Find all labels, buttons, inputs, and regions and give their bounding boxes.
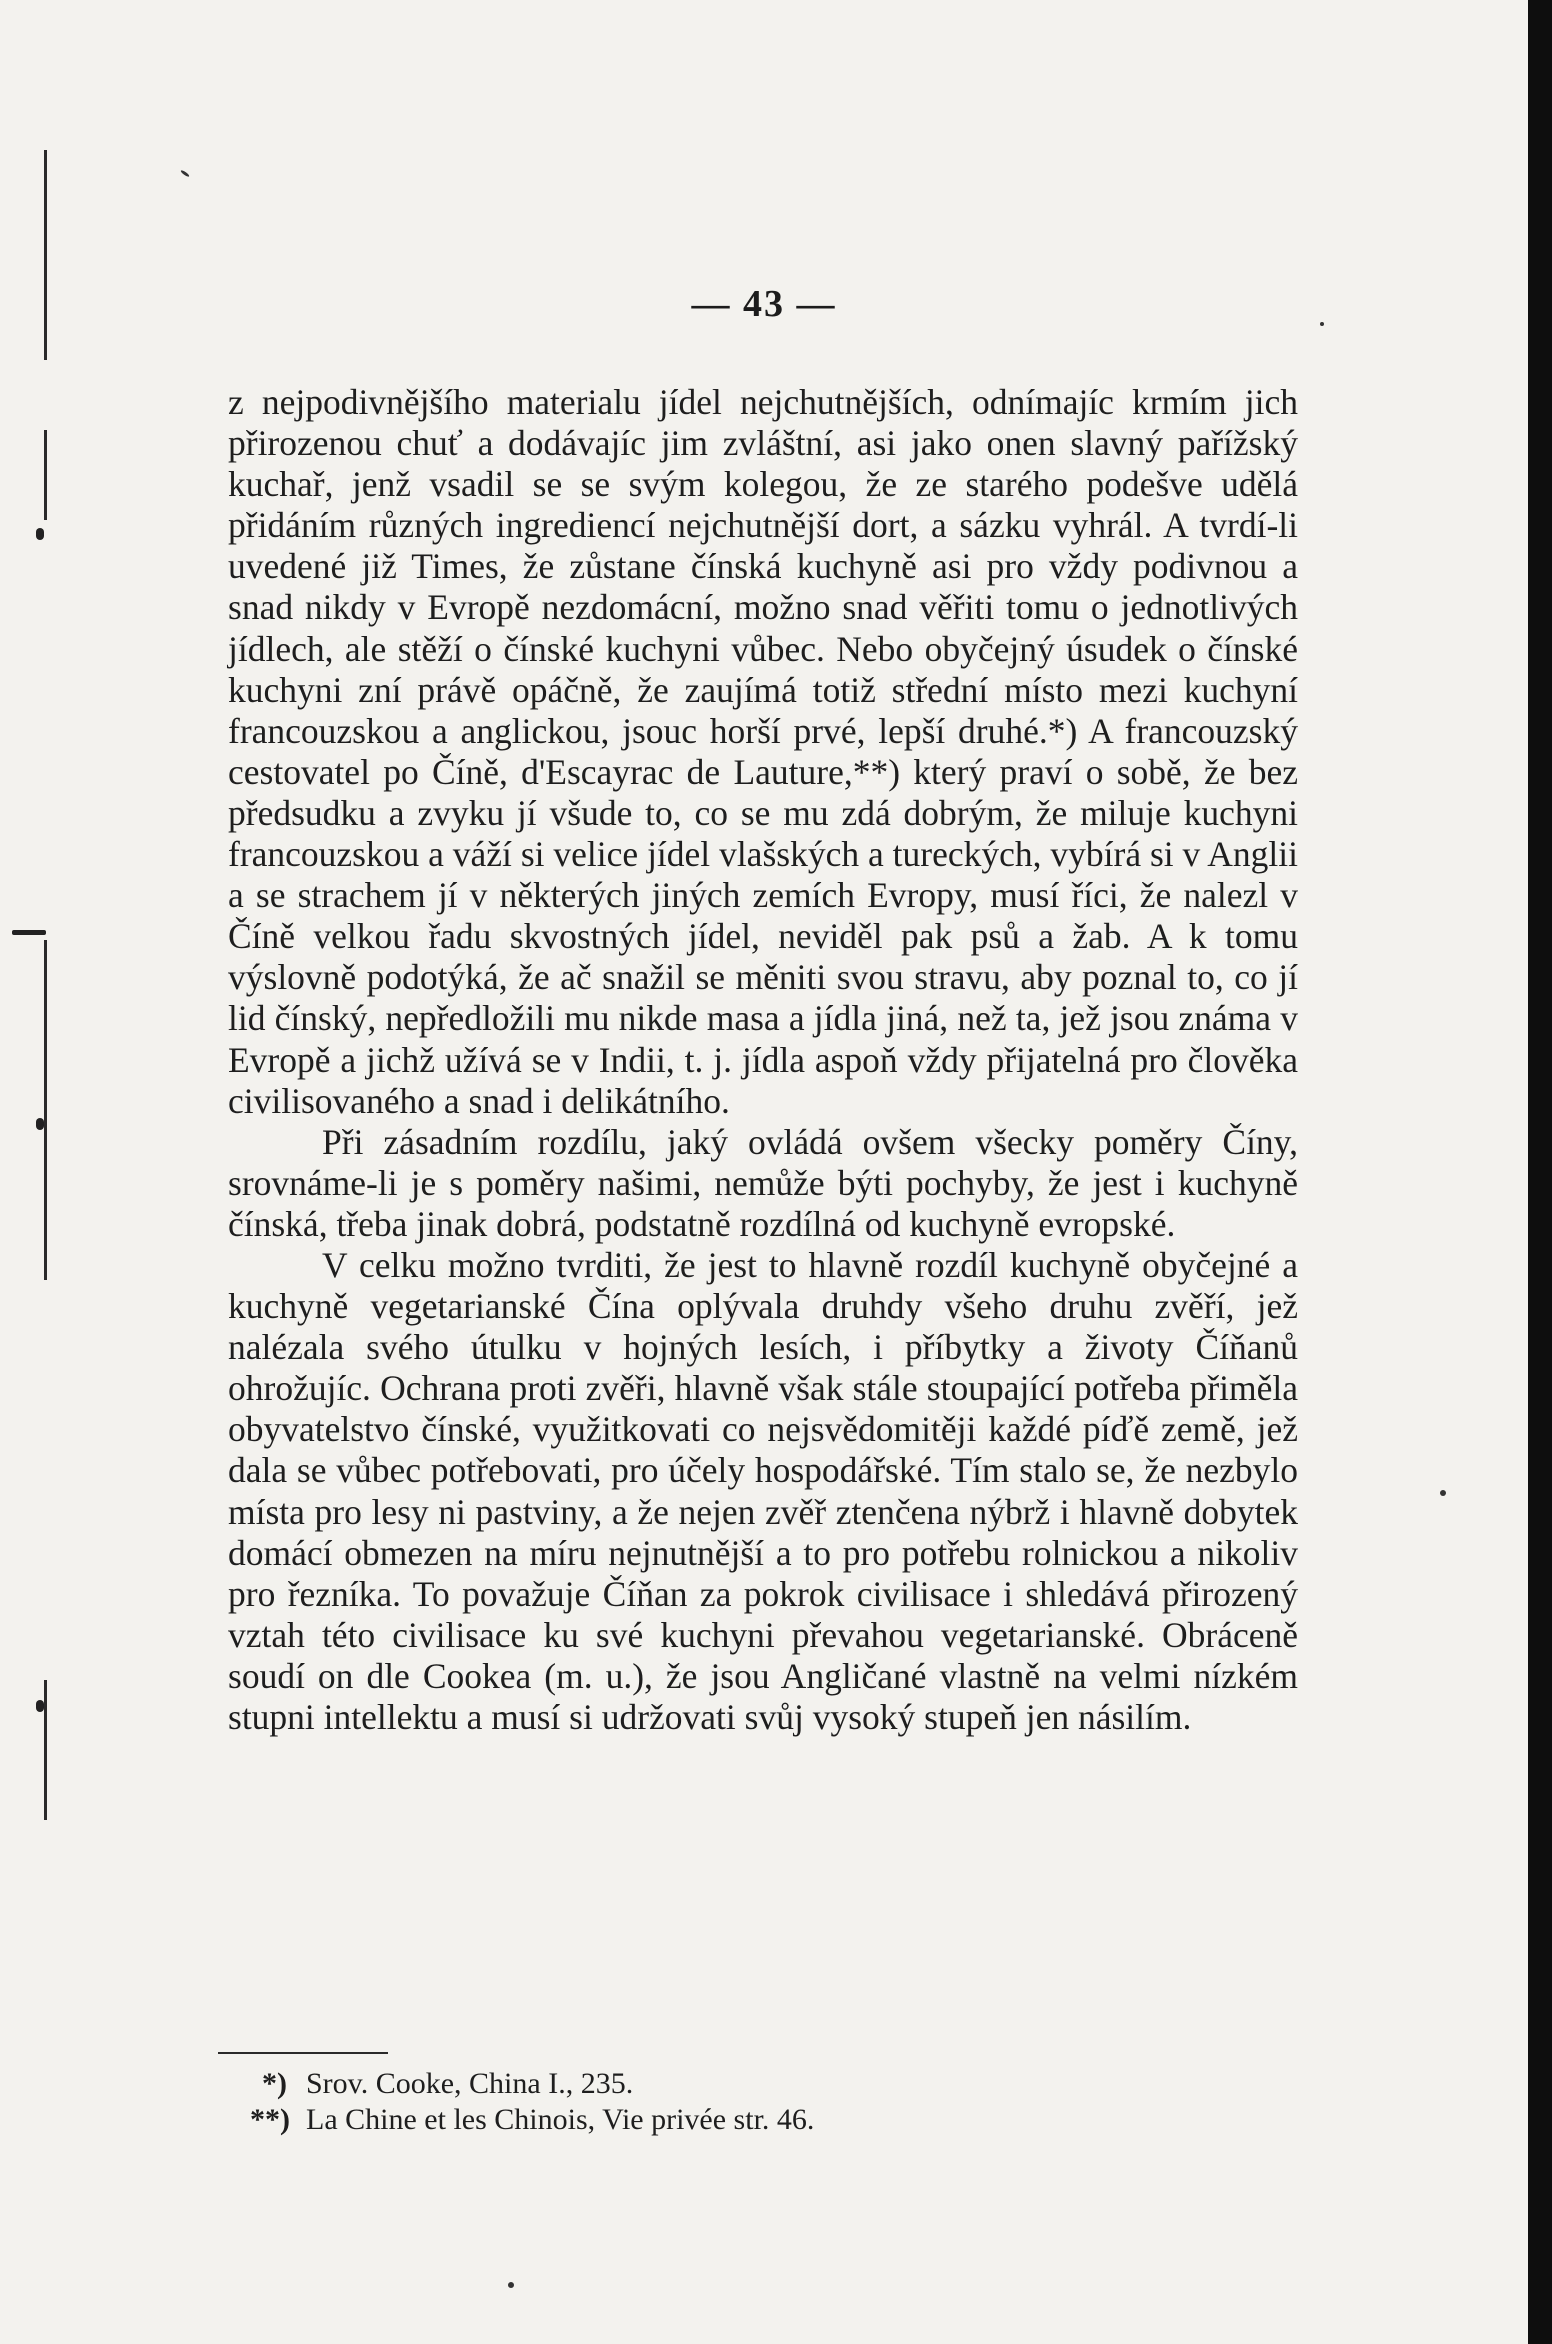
footnotes — [250, 2066, 1262, 2138]
footnote — [262, 2066, 1262, 2102]
scan-edge — [1528, 0, 1552, 2344]
footnote-mark: *) — [262, 2067, 287, 2100]
paragraph: Při zásadním rozdílu, jaký ovládá ovšem všecky poměry Číny, srovnáme-li je s poměry našimi, nemůže býti pochyby, že jest i kuchyně čínská, třeba jinak dobrá, podstatně rozdílná od kuchyně evropské. — [228, 1121, 1298, 1244]
paragraph: z nejpodivnějšího materialu jídel nejchutnějších, odnímajíc krmím jich přirozenou chuť a dodávajíc jim zvláštní, asi jako onen slavný pařížský kuchař, jenž vsadil se se svým kolegou, že ze starého podešve udělá přidáním různých ingrediencí nejchutnější dort, a sázku vyhrál. A tvrdí-li uvedené již Times, že zůstane čínská kuchyně asi pro vždy podivnou a snad nikdy v Evropě nezdomácní, možno snad věřiti tomu o jednotlivých jídlech, ale stěží o čínské kuchyni vůbec. Nebo obyčejný úsudek o čínské kuchyni zní právě opáčně, že zaujímá totiž střední místo mezi kuchyní francouzskou a anglickou, jsouc horší prvé, lepší druhé.*) A francouzský cestovatel po Číně, d'Escayrac de Lauture,**) který praví o sobě, že bez předsudku a zvyku jí všude to, co se mu zdá dobrým, že miluje kuchyni francouzskou a váží si velice jídel vlašských a tureckých, vybírá si v Anglii a se strachem jí v některých jiných zemích Evropy, musí říci, že nalezl v Číně velkou řadu skvostných jídel, neviděl pak psů a žab. A k tomu výslovně podotýká, že ač snažil se měniti svou stravu, aby poznal to, co jí lid čínský, nepředložili mu nikde masa a jídla jiná, než ta, jež jsou známa v Evropě a jichž užívá se v Indii, t. j. jídla aspoň vždy přijatelná pro člověka civilisovaného a snad i delikátního. — [228, 382, 1298, 1121]
footnote-mark: **) — [250, 2103, 290, 2136]
paper-speck — [508, 2282, 514, 2288]
paper-speck — [180, 169, 190, 177]
binding-edge-mark — [44, 430, 47, 520]
page-number: — 43 — — [691, 283, 837, 325]
footnote-text: Srov. Cooke, China I., 235. — [306, 2067, 634, 2100]
paper-speck — [1440, 1490, 1446, 1496]
footnote — [250, 2102, 1262, 2138]
binding-edge-mark — [44, 1680, 47, 1820]
binding-hole-mark — [36, 528, 44, 540]
footnote-text: La Chine et les Chinois, Vie privée str. 46. — [306, 2103, 815, 2136]
footnote-divider — [218, 2052, 388, 2054]
binding-edge-mark — [44, 940, 47, 1280]
paragraph: V celku možno tvrditi, že jest to hlavně rozdíl kuchyně obyčejné a kuchyně vegetarianské Čína oplývala druhdy všeho druhu zvěří, jež nalézala svého útulku v hojných lesích, i příbytky a životy Číňanů ohrožujíc. Ochrana proti zvěři, hlavně však stále stoupající potřeba přiměla obyvatelstvo čínské, využitkovati co nejsvědomitěji každé píďě země, jež dala se vůbec potřebovati, pro účely hospodářské. Tím stalo se, že nezbylo místa pro lesy ni pastviny, a že nejen zvěř ztenčena nýbrž i hlavně dobytek domácí obmezen na míru nejnutnější a to pro potřebu rolnickou a nikoliv pro řezníka. To považuje Číňan za pokrok civilisace i shledává přirozený vztah této civilisace ku své kuchyni převahou vegetarianské. Obráceně soudí on dle Cookea (m. u.), že jsou Angličané vlastně na velmi nízkém stupni intellektu a musí si udržovati svůj vysoký stupeň jen násilím. — [228, 1244, 1298, 1737]
binding-hole-mark — [36, 1700, 44, 1712]
binding-hole-mark — [36, 1118, 44, 1130]
binding-edge-mark — [12, 930, 46, 935]
body-text — [228, 382, 1298, 1738]
binding-edge-mark — [44, 150, 47, 360]
